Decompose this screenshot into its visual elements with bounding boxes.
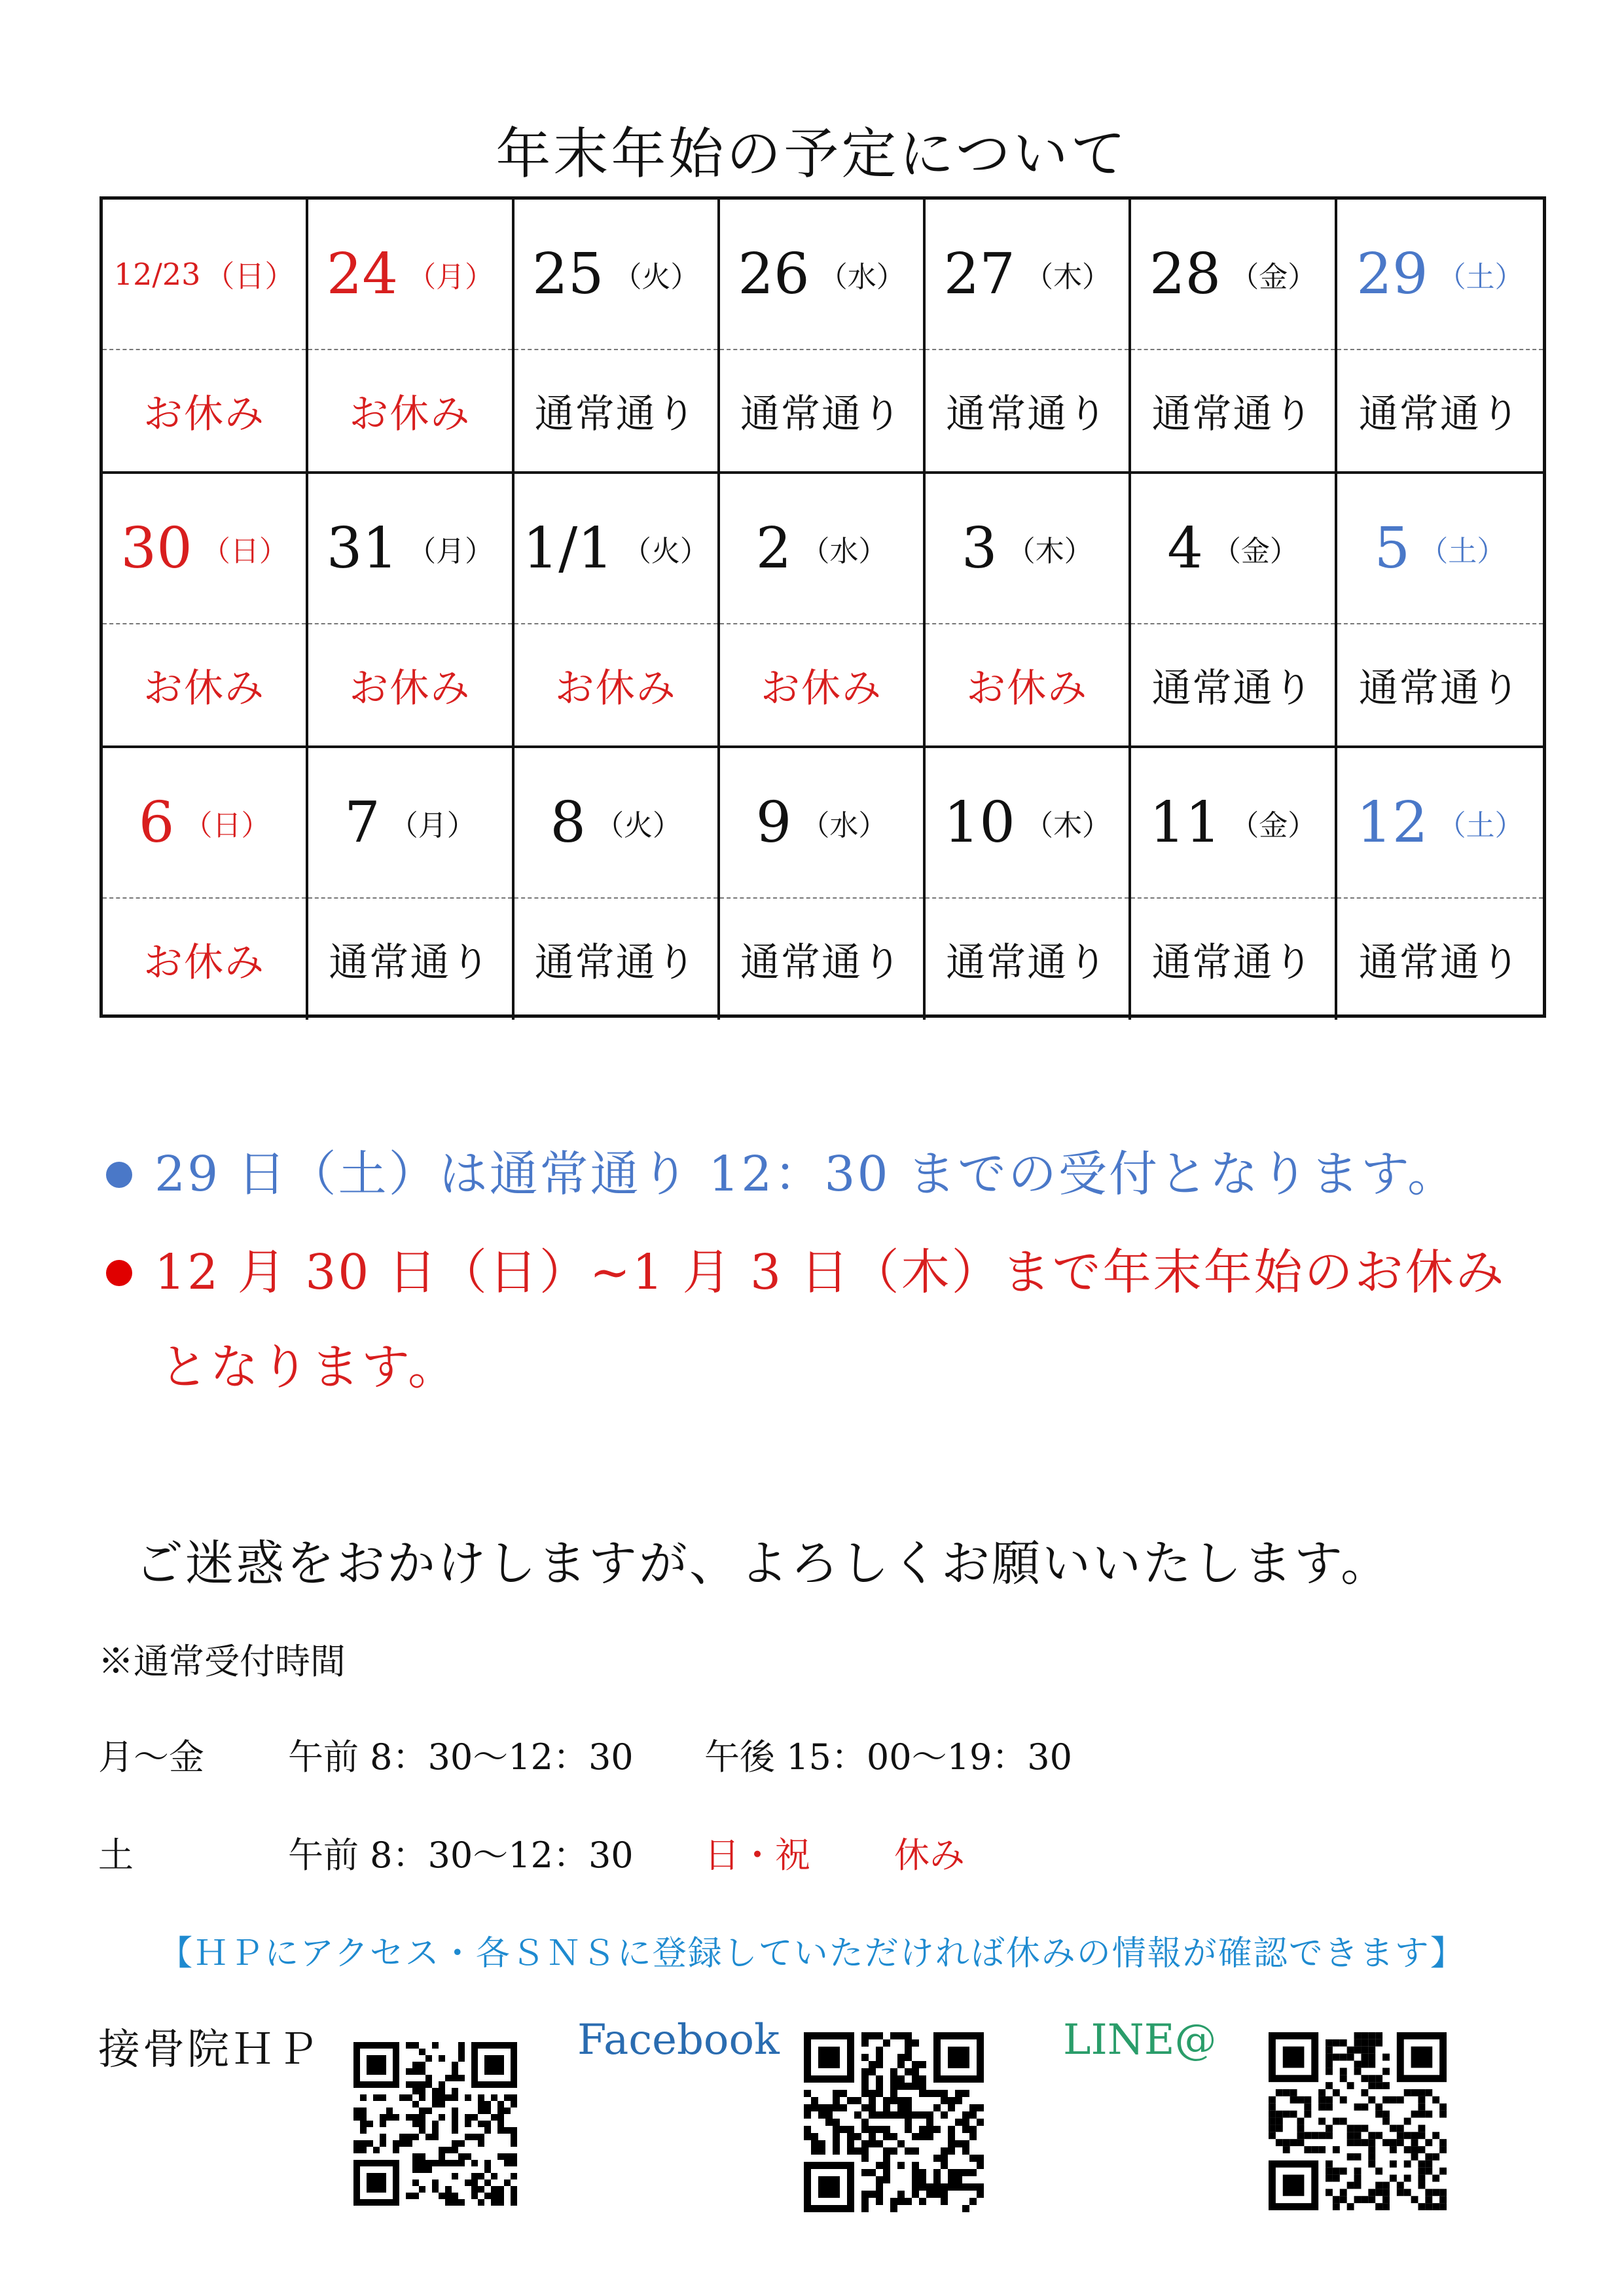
day-number: 2 bbox=[755, 516, 792, 581]
weekday-label: （土） bbox=[1437, 260, 1524, 294]
day-header bbox=[514, 474, 717, 624]
open-status: 通常通り bbox=[1358, 391, 1521, 437]
day-number: 31 bbox=[326, 516, 399, 581]
day-header bbox=[514, 748, 717, 899]
day-header bbox=[308, 474, 511, 624]
calendar-day-cell bbox=[720, 748, 926, 1020]
calendar-table bbox=[99, 196, 1546, 1018]
closed-status: お休み bbox=[966, 665, 1089, 711]
day-number: 10 bbox=[943, 790, 1015, 855]
closed-status: お休み bbox=[554, 665, 677, 711]
weekday-label: （火） bbox=[613, 260, 700, 294]
weekday-label: （火） bbox=[622, 535, 709, 568]
calendar-day-cell bbox=[103, 200, 308, 471]
weekday-label: （金） bbox=[1230, 809, 1317, 842]
weekday-label: （水） bbox=[801, 809, 888, 842]
open-status: 通常通り bbox=[329, 939, 492, 986]
red-bullet-icon bbox=[106, 1260, 132, 1286]
calendar-day-cell bbox=[1337, 200, 1543, 471]
day-header bbox=[926, 474, 1128, 624]
day-header bbox=[720, 200, 923, 350]
day-number: 3 bbox=[961, 516, 998, 581]
open-status: 通常通り bbox=[534, 939, 697, 986]
weekday-label: （月） bbox=[407, 260, 494, 294]
weekday-label: 月～金 bbox=[98, 1736, 204, 1778]
day-header bbox=[926, 200, 1128, 350]
weekday-label: （木） bbox=[1006, 535, 1093, 568]
day-header bbox=[720, 748, 923, 899]
weekday-label: （水） bbox=[818, 260, 905, 294]
day-number: 11 bbox=[1149, 790, 1221, 855]
calendar-day-cell bbox=[308, 748, 514, 1020]
open-status: 通常通り bbox=[1151, 391, 1314, 437]
closed-status: お休み bbox=[143, 665, 266, 711]
day-number: 7 bbox=[344, 790, 380, 855]
holiday-notice-line1: 12 月 30 日（日）~1 月 3 日（木）まで年末年始のお休み bbox=[154, 1244, 1506, 1300]
calendar-week-row bbox=[103, 748, 1543, 1020]
hp-qr-code-icon[interactable] bbox=[353, 2042, 517, 2206]
calendar-day-cell bbox=[1131, 748, 1337, 1020]
day-header bbox=[103, 200, 306, 350]
day-number: 9 bbox=[755, 790, 792, 855]
day-number: 25 bbox=[532, 242, 604, 307]
open-status: 通常通り bbox=[946, 939, 1109, 986]
day-header bbox=[926, 748, 1128, 899]
calendar-day-cell bbox=[514, 474, 720, 745]
weekday-label: （月） bbox=[389, 809, 476, 842]
calendar-day-cell bbox=[514, 200, 720, 471]
calendar-day-cell bbox=[514, 748, 720, 1020]
weekday-label: （金） bbox=[1230, 260, 1317, 294]
day-header bbox=[720, 474, 923, 624]
day-header bbox=[1131, 474, 1334, 624]
weekday-label: （火） bbox=[595, 809, 682, 842]
calendar-day-cell bbox=[308, 200, 514, 471]
line-label: LINE@ bbox=[1063, 2016, 1217, 2064]
day-number: 4 bbox=[1167, 516, 1203, 581]
blue-bullet-icon bbox=[106, 1162, 132, 1188]
calendar-day-cell bbox=[926, 748, 1131, 1020]
holiday-notice-line2: となります。 bbox=[160, 1339, 459, 1395]
calendar-day-cell bbox=[720, 200, 926, 471]
day-header bbox=[1337, 748, 1543, 899]
day-header bbox=[1131, 748, 1334, 899]
day-number: 12 bbox=[1356, 790, 1428, 855]
day-number: 12/23 bbox=[113, 257, 201, 292]
calendar-day-cell bbox=[926, 474, 1131, 745]
day-number: 5 bbox=[1374, 516, 1411, 581]
calendar-day-cell bbox=[103, 474, 308, 745]
open-status: 通常通り bbox=[534, 391, 697, 437]
sunday-holiday-label: 日・祝 bbox=[704, 1835, 810, 1876]
open-status: 通常通り bbox=[1151, 665, 1314, 711]
day-header bbox=[308, 200, 511, 350]
weekday-label: （土） bbox=[1419, 535, 1506, 568]
closed-status: お休み bbox=[143, 391, 266, 437]
day-header bbox=[514, 200, 717, 350]
day-header bbox=[1337, 474, 1543, 624]
closed-status: お休み bbox=[143, 939, 266, 986]
open-status: 通常通り bbox=[1358, 939, 1521, 986]
line-qr-code-icon[interactable] bbox=[1269, 2032, 1447, 2210]
hours-heading: ※通常受付時間 bbox=[98, 1641, 346, 1682]
facebook-qr-code-icon[interactable] bbox=[804, 2032, 984, 2212]
open-status: 通常通り bbox=[1151, 939, 1314, 986]
day-number: 24 bbox=[326, 242, 399, 307]
day-number: 30 bbox=[120, 516, 192, 581]
open-status: 通常通り bbox=[740, 939, 903, 986]
day-number: 6 bbox=[138, 790, 175, 855]
calendar-day-cell bbox=[720, 474, 926, 745]
open-status: 通常通り bbox=[740, 391, 903, 437]
sunday-holiday-status: 休み bbox=[894, 1835, 965, 1876]
calendar-day-cell bbox=[103, 748, 308, 1020]
weekday-pm-hours: 午後 15：00～19：30 bbox=[704, 1736, 1073, 1778]
day-header bbox=[1337, 200, 1543, 350]
weekday-label: （日） bbox=[201, 535, 288, 568]
weekday-label: （金） bbox=[1212, 535, 1299, 568]
sns-banner: 【ＨＰにアクセス・各ＳＮＳに登録していただければ休みの情報が確認できます】 bbox=[158, 1934, 1466, 1973]
day-header bbox=[103, 474, 306, 624]
day-header bbox=[308, 748, 511, 899]
calendar-day-cell bbox=[1131, 474, 1337, 745]
weekday-label: （月） bbox=[407, 535, 494, 568]
day-number: 1/1 bbox=[522, 516, 613, 581]
weekday-label: （土） bbox=[1437, 809, 1524, 842]
saturday-am-hours: 午前 8：30～12：30 bbox=[288, 1835, 634, 1876]
saturday-notice: 29 日（土）は通常通り 12：30 までの受付となります。 bbox=[154, 1146, 1458, 1202]
weekday-label: （水） bbox=[801, 535, 888, 568]
day-number: 26 bbox=[738, 242, 810, 307]
apology-text: ご迷惑をおかけしますが、よろしくお願いいたします。 bbox=[135, 1535, 1392, 1592]
day-header bbox=[1131, 200, 1334, 350]
day-number: 28 bbox=[1149, 242, 1221, 307]
calendar-day-cell bbox=[926, 200, 1131, 471]
calendar-day-cell bbox=[1131, 200, 1337, 471]
saturday-label: 土 bbox=[98, 1835, 134, 1876]
calendar-day-cell bbox=[1337, 748, 1543, 1020]
calendar-week-row bbox=[103, 474, 1543, 745]
hp-label: 接骨院ＨＰ bbox=[98, 2026, 321, 2074]
day-number: 27 bbox=[943, 242, 1015, 307]
weekday-label: （日） bbox=[183, 809, 270, 842]
weekday-am-hours: 午前 8：30～12：30 bbox=[288, 1736, 634, 1778]
day-number: 29 bbox=[1356, 242, 1428, 307]
calendar-day-cell bbox=[308, 474, 514, 745]
open-status: 通常通り bbox=[946, 391, 1109, 437]
closed-status: お休み bbox=[349, 665, 471, 711]
closed-status: お休み bbox=[349, 391, 471, 437]
calendar-day-cell bbox=[1337, 474, 1543, 745]
page-title: 年末年始の予定について bbox=[496, 122, 1128, 186]
closed-status: お休み bbox=[760, 665, 882, 711]
weekday-label: （木） bbox=[1024, 809, 1111, 842]
open-status: 通常通り bbox=[1358, 665, 1521, 711]
weekday-label: （木） bbox=[1024, 260, 1111, 294]
weekday-label: （日） bbox=[204, 259, 295, 294]
facebook-label: Facebook bbox=[577, 2016, 780, 2064]
day-number: 8 bbox=[550, 790, 586, 855]
calendar-week-row bbox=[103, 200, 1543, 471]
day-header bbox=[103, 748, 306, 899]
